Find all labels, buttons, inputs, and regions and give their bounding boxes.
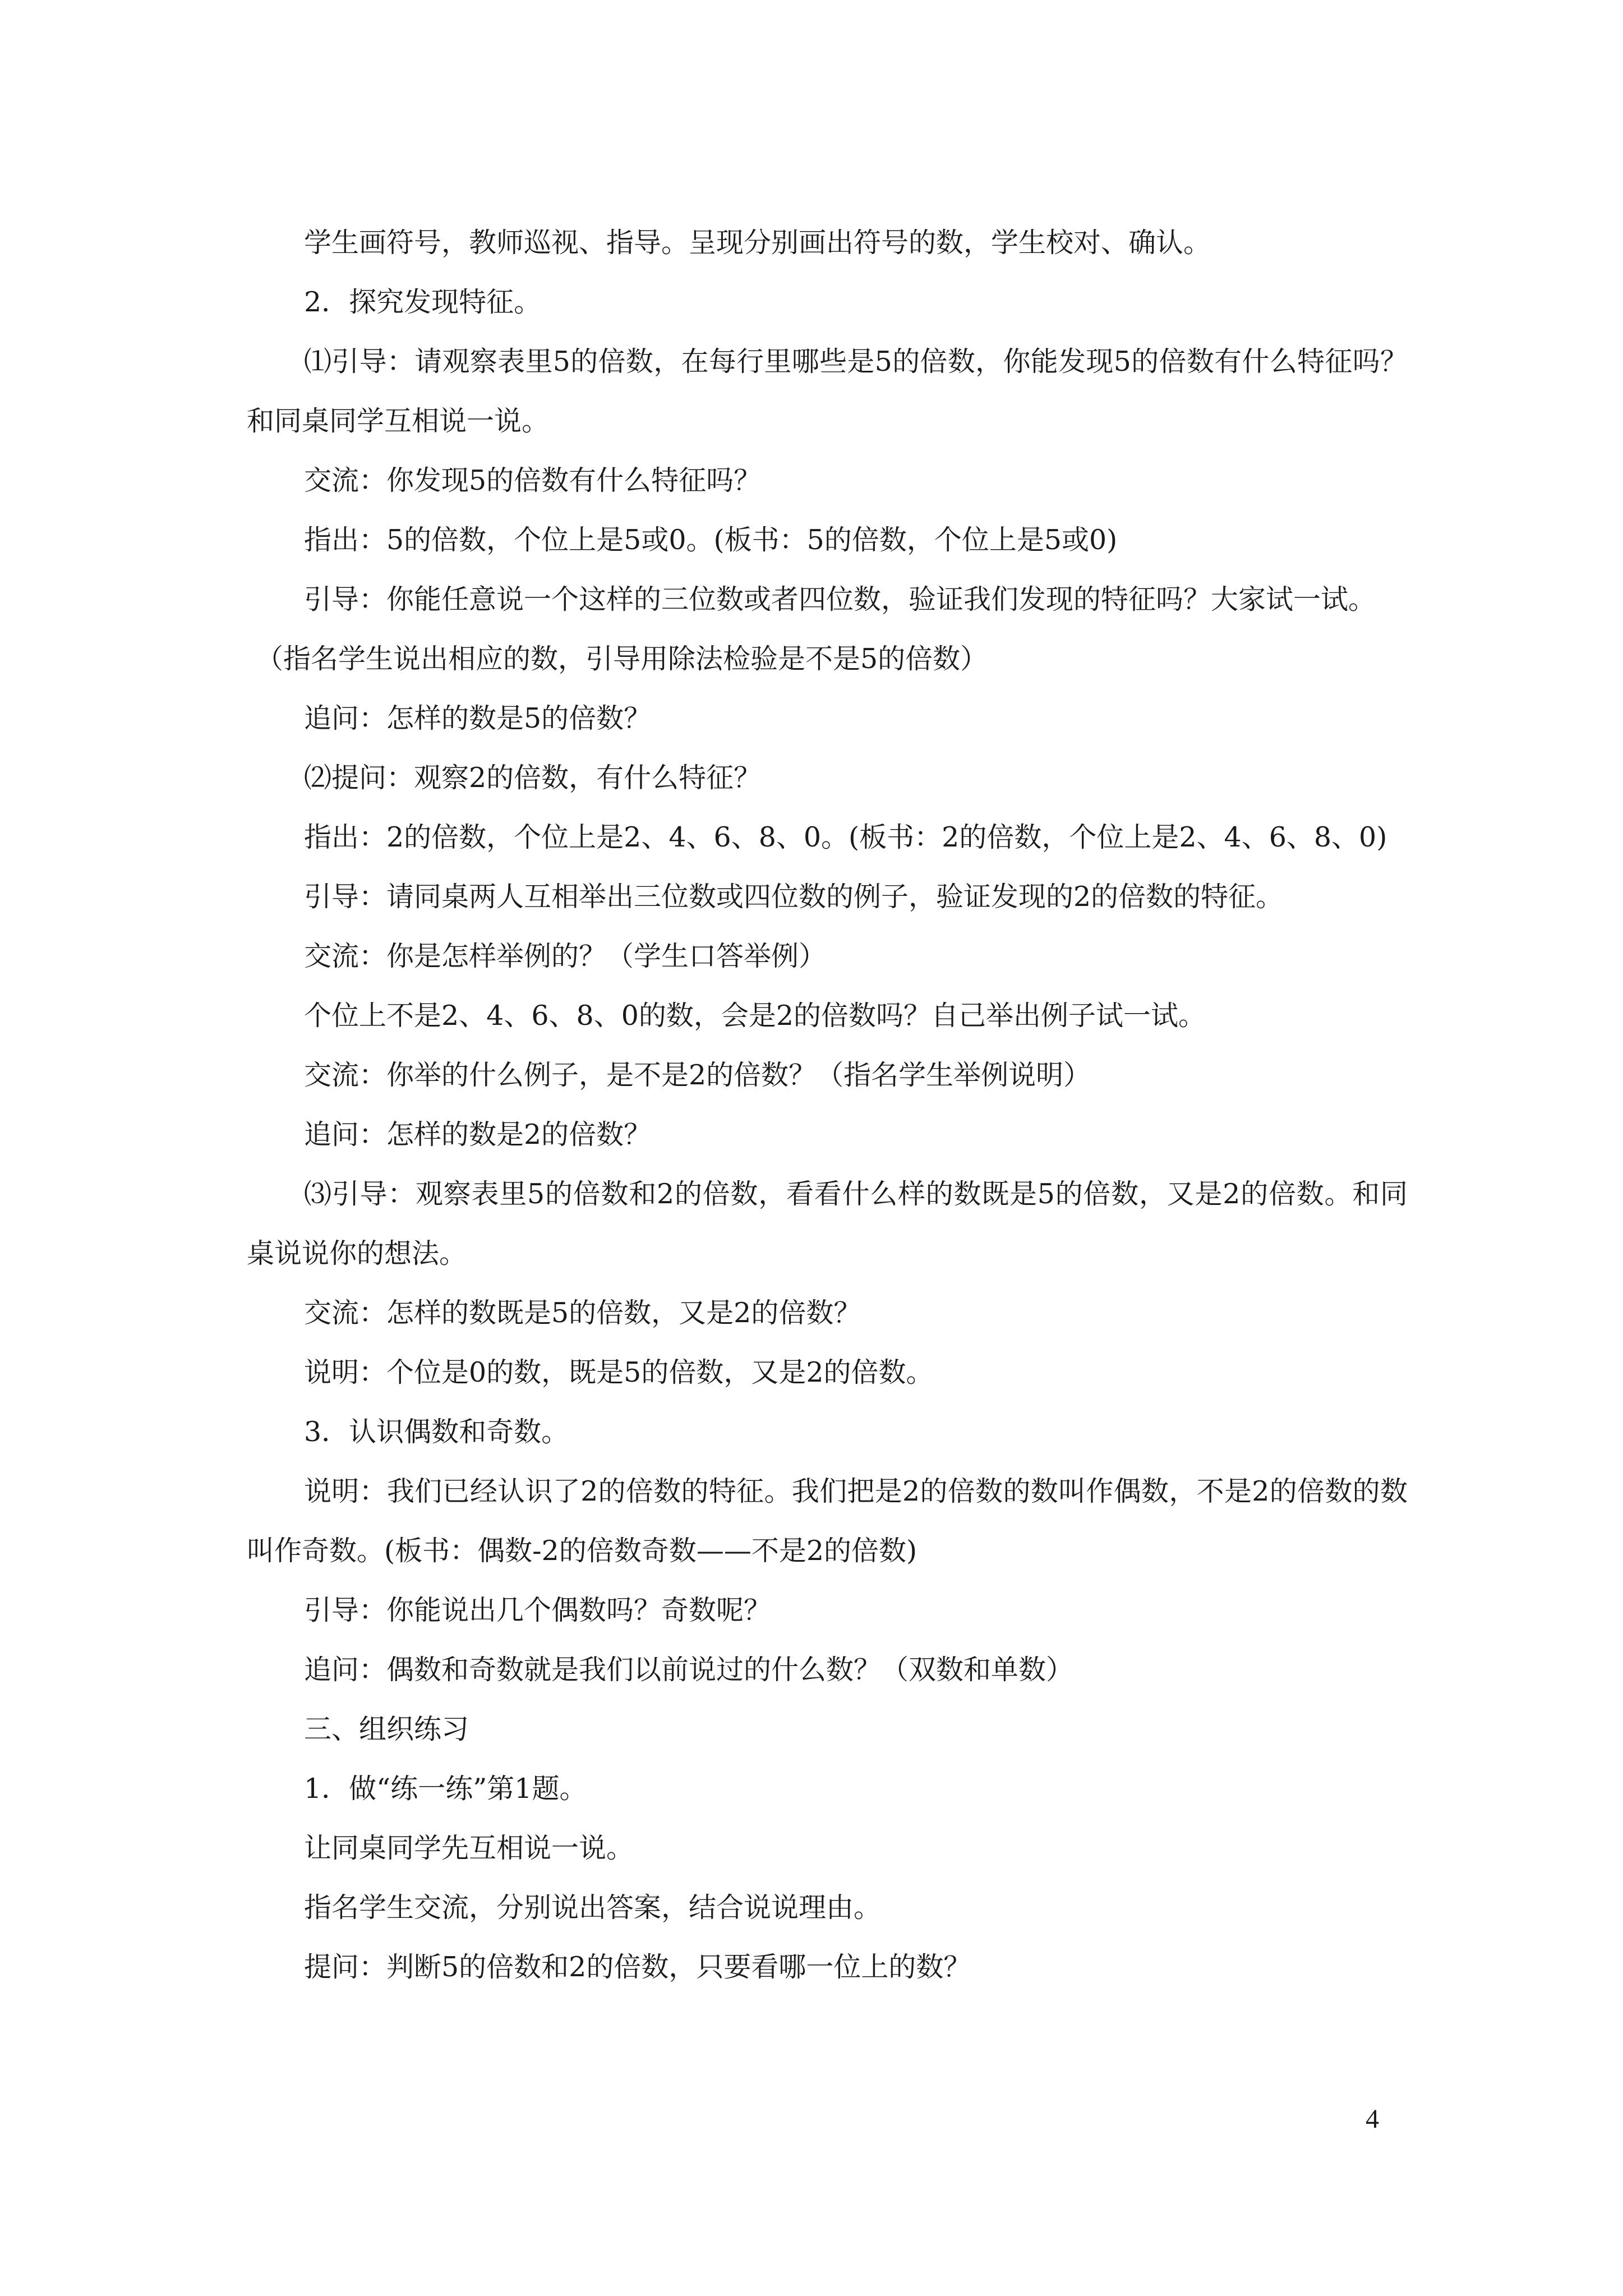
- paragraph: 指出：2的倍数，个位上是2、4、6、8、0。(板书：2的倍数，个位上是2、4、6、8、0): [304, 821, 1387, 853]
- paragraph: 引导：你能说出几个偶数吗？奇数呢？: [304, 1594, 772, 1626]
- paragraph: 追问：怎样的数是2的倍数？: [304, 1119, 652, 1151]
- paragraph: 学生画符号，教师巡视、指导。呈现分别画出符号的数，学生校对、确认。: [304, 227, 1211, 259]
- paragraph: ⑴引导：请观察表里5的倍数，在每行里哪些是5的倍数，你能发现5的倍数有什么特征吗？和同桌同学互相说一说。: [247, 346, 1408, 437]
- paragraph: ⑵提问：观察2的倍数，有什么特征？: [304, 762, 762, 794]
- lesson-plan-text: [247, 213, 1408, 1997]
- paragraph: 交流：你发现5的倍数有什么特征吗？: [304, 464, 762, 496]
- paragraph: 引导：请同桌两人互相举出三位数或四位数的例子，验证发现的2的倍数的特征。: [304, 881, 1284, 913]
- section-heading: 三、组织练习: [304, 1713, 469, 1745]
- paragraph: 追问：怎样的数是5的倍数？: [304, 702, 652, 734]
- paragraph: 交流：你举的什么例子，是不是2的倍数？（指名学生举例说明）: [304, 1059, 1091, 1091]
- paragraph: 指名学生交流，分别说出答案，结合说说理由。: [304, 1892, 882, 1924]
- paragraph-note: （指名学生说出相应的数，引导用除法检验是不是5的倍数）: [256, 643, 988, 675]
- paragraph: 交流：你是怎样举例的？（学生口答举例）: [304, 940, 827, 972]
- paragraph: 说明：个位是0的数，既是5的倍数，又是2的倍数。: [304, 1356, 934, 1388]
- paragraph: 让同桌同学先互相说一说。: [304, 1832, 634, 1864]
- page-number: 4: [1366, 2104, 1379, 2134]
- paragraph: 引导：你能任意说一个这样的三位数或者四位数，验证我们发现的特征吗？大家试一试。: [304, 583, 1376, 615]
- paragraph: ⑶引导：观察表里5的倍数和2的倍数，看看什么样的数既是5的倍数，又是2的倍数。和同桌说说你的想法。: [247, 1178, 1408, 1269]
- section-heading: 2．探究发现特征。: [304, 286, 542, 318]
- paragraph: 提问：判断5的倍数和2的倍数，只要看哪一位上的数？: [304, 1951, 971, 1983]
- paragraph: 追问：偶数和奇数就是我们以前说过的什么数？（双数和单数）: [304, 1654, 1074, 1686]
- section-heading: 3．认识偶数和奇数。: [304, 1416, 569, 1448]
- paragraph: 说明：我们已经认识了2的倍数的特征。我们把是2的倍数的数叫作偶数，不是2的倍数的数叫作奇数。(板书：偶数-2的倍数奇数——不是2的倍数): [247, 1475, 1408, 1567]
- paragraph: 指出：5的倍数，个位上是5或0。(板书：5的倍数，个位上是5或0): [304, 524, 1118, 556]
- section-heading: 1．做“练一练”第1题。: [304, 1773, 587, 1805]
- paragraph: 个位上不是2、4、6、8、0的数，会是2的倍数吗？自己举出例子试一试。: [304, 1000, 1206, 1032]
- paragraph: 交流：怎样的数既是5的倍数，又是2的倍数？: [304, 1297, 861, 1329]
